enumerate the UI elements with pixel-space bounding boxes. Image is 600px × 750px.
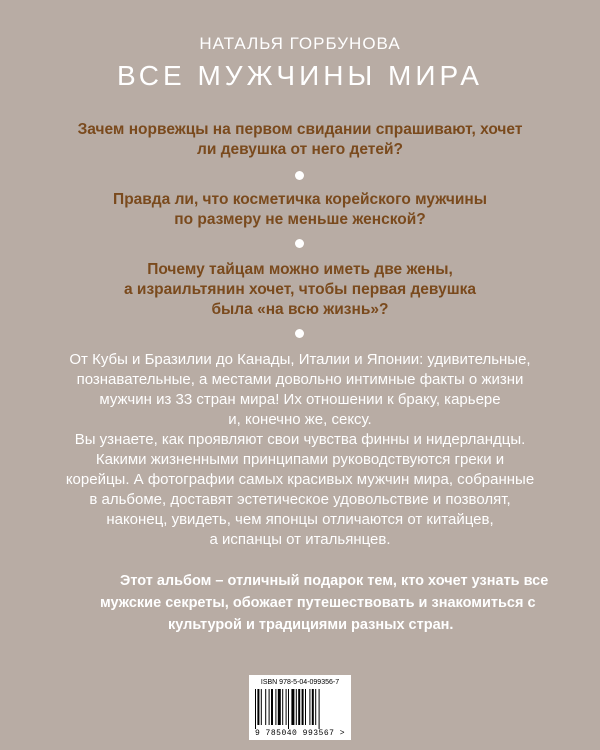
book-title: ВСЕ МУЖЧИНЫ МИРА bbox=[117, 60, 483, 91]
question-2 bbox=[60, 190, 540, 230]
question-line: по размеру не меньше женской? bbox=[174, 211, 426, 228]
barcode-bar bbox=[288, 689, 289, 729]
question-line: ли девушка от него детей? bbox=[197, 141, 403, 158]
barcode-bar bbox=[315, 689, 316, 725]
barcode-bar bbox=[291, 689, 294, 725]
question-line: была «на всю жизнь»? bbox=[211, 301, 389, 318]
barcode-bar bbox=[255, 689, 256, 729]
gift-line: культурой и традициями разных стран. bbox=[168, 617, 454, 633]
description-line: От Кубы и Бразилии до Канады, Италии и Японии: удивительные, bbox=[69, 351, 531, 368]
barcode-bar bbox=[286, 689, 287, 725]
description-line: мужчин из 33 стран мира! Их отношении к браку, карьере bbox=[99, 391, 501, 408]
question-3 bbox=[60, 260, 540, 320]
barcode-bars-icon bbox=[255, 689, 345, 729]
separator-dot bbox=[295, 239, 304, 248]
question-line: а израильтянин хочет, чтобы первая девушка bbox=[124, 281, 476, 298]
question-1 bbox=[60, 120, 540, 160]
barcode bbox=[249, 675, 351, 740]
gift-line: Этот альбом – отличный подарок тем, кто хочет узнать все bbox=[120, 573, 549, 589]
barcode-digits: 9 785040 993567 > bbox=[254, 729, 346, 738]
barcode-bar bbox=[312, 689, 314, 725]
author-name: НАТАЛЬЯ ГОРБУНОВА bbox=[199, 34, 401, 53]
description-line: Какими жизненными принципами руководствуются греки и bbox=[95, 451, 505, 468]
gift-note bbox=[40, 570, 560, 636]
question-line: Почему тайцам можно иметь две жены, bbox=[147, 261, 453, 278]
barcode-bar bbox=[275, 689, 276, 725]
description bbox=[30, 350, 570, 550]
separator-dot bbox=[295, 329, 304, 338]
barcode-bar bbox=[319, 689, 320, 729]
barcode-bar bbox=[261, 689, 262, 725]
barcode-bar bbox=[298, 689, 300, 725]
barcode-bar bbox=[269, 689, 270, 725]
barcode-bar bbox=[278, 689, 281, 725]
barcode-bar bbox=[271, 689, 273, 725]
separator-dot bbox=[295, 171, 304, 180]
description-line: в альбоме, доставят эстетическое удовольствие и позволят, bbox=[89, 491, 511, 508]
question-line: Зачем норвежцы на первом свидании спрашивают, хочет bbox=[77, 121, 523, 138]
question-line: Правда ли, что косметичка корейского мужчины bbox=[113, 191, 487, 208]
barcode-bar bbox=[265, 689, 266, 725]
barcode-bar bbox=[296, 689, 297, 725]
barcode-bar bbox=[302, 689, 304, 725]
barcode-bar bbox=[305, 689, 306, 725]
isbn-label: ISBN 978-5-04-099356-7 bbox=[260, 679, 340, 686]
barcode-bar bbox=[309, 689, 310, 725]
barcode-bar bbox=[257, 689, 259, 725]
description-line: корейцы. А фотографии самых красивых мужчин мира, собранные bbox=[65, 471, 535, 488]
description-line: Вы узнаете, как проявляют свои чувства финны и нидерландцы. bbox=[74, 431, 526, 448]
description-line: и, конечно же, сексу. bbox=[228, 411, 372, 428]
barcode-bar bbox=[282, 689, 283, 725]
description-line: а испанцы от итальянцев. bbox=[209, 531, 391, 548]
gift-line: мужские секреты, обожает путешествовать и знакомиться с bbox=[100, 595, 536, 611]
description-line: познавательные, а местами довольно интимные факты о жизни bbox=[76, 371, 524, 388]
description-line: наконец, увидеть, чем японцы отличаются от китайцев, bbox=[106, 511, 494, 528]
